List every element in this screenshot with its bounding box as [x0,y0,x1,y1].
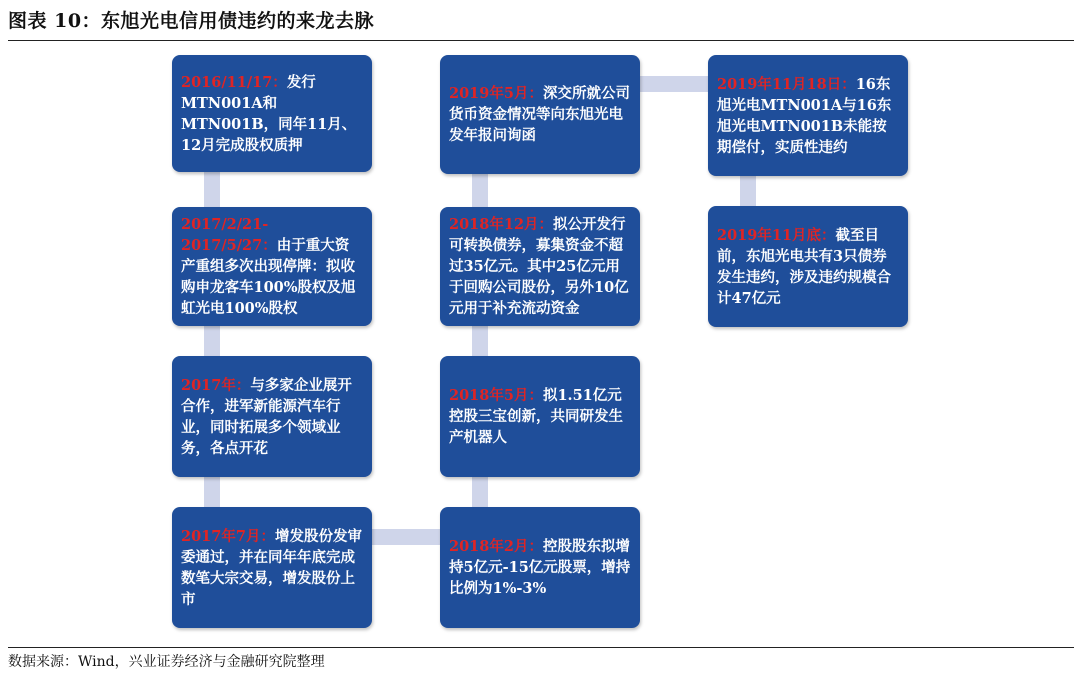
event-date: 2018年5月： [449,387,543,404]
connector [640,76,710,92]
source-note: 数据来源：Wind，兴业证券经济与金融研究院整理 [8,654,325,670]
figure-title: 图表 10：东旭光电信用债违约的来龙去脉 [8,10,375,32]
connector [204,324,220,358]
event-date: 2017/2/21-2017/5/27： [181,216,277,254]
event-text: 16东旭光电MTN001A与16东旭光电MTN001B未能按期偿付，实质性违约 [717,75,892,156]
event-date: 2017年7月： [181,527,275,545]
event-date: 2019年5月： [449,85,543,102]
event-text: 增发股份发审委通过，并在同年年底完成数笔大宗交易，增发股份上市 [181,527,362,608]
event-text: 拟公开发行可转换债券，募集资金不超过35亿元。其中25亿元用于回购公司股份，另外10亿元用于补充流动资金 [449,216,629,317]
connector [204,170,220,210]
connector [204,476,220,508]
event-text: 发行MTN001A和MTN001B，同年11月、12月完成股权质押 [181,73,357,154]
event-date: 2019年11月18日： [717,75,856,93]
top-divider [8,40,1074,41]
event-box-2017-07 [172,507,372,628]
connector [740,174,756,208]
event-box-2018-05 [440,356,640,477]
event-date: 2018年2月： [449,538,543,555]
event-text: 拟1.51亿元控股三宝创新，共同研发生产机器人 [449,387,623,446]
event-text: 深交所就公司货币资金情况等向东旭光电发年报问询函 [449,85,630,144]
event-box-2018-12 [440,207,640,326]
event-date: 2019年11月底： [717,226,836,244]
event-box-2019-11-18 [708,55,908,176]
event-box-2017 [172,356,372,477]
event-text: 与多家企业展开合作，进军新能源汽车行业，同时拓展多个领域业务，各点开花 [181,376,352,457]
event-text: 由于重大资产重组多次出现停牌：拟收购申龙客车100%股权及旭虹光电100%股权 [181,237,356,317]
event-box-2016-11 [172,55,372,172]
connector [472,476,488,508]
event-text: 控股股东拟增持5亿元-15亿元股票，增持比例为1%-3% [449,538,631,597]
connector [472,324,488,358]
event-date: 2017年： [181,376,251,394]
connector [472,172,488,208]
event-box-2017-02 [172,207,372,326]
connector [372,529,442,545]
bottom-divider [8,647,1074,648]
event-text: 截至目前，东旭光电共有3只债券发生违约，涉及违约规模合计47亿元 [717,226,891,307]
event-date: 2016/11/17： [181,73,287,91]
event-box-2018-02 [440,507,640,628]
event-box-2019-11-end [708,206,908,327]
event-date: 2018年12月： [449,216,554,233]
event-box-2019-05 [440,55,640,174]
